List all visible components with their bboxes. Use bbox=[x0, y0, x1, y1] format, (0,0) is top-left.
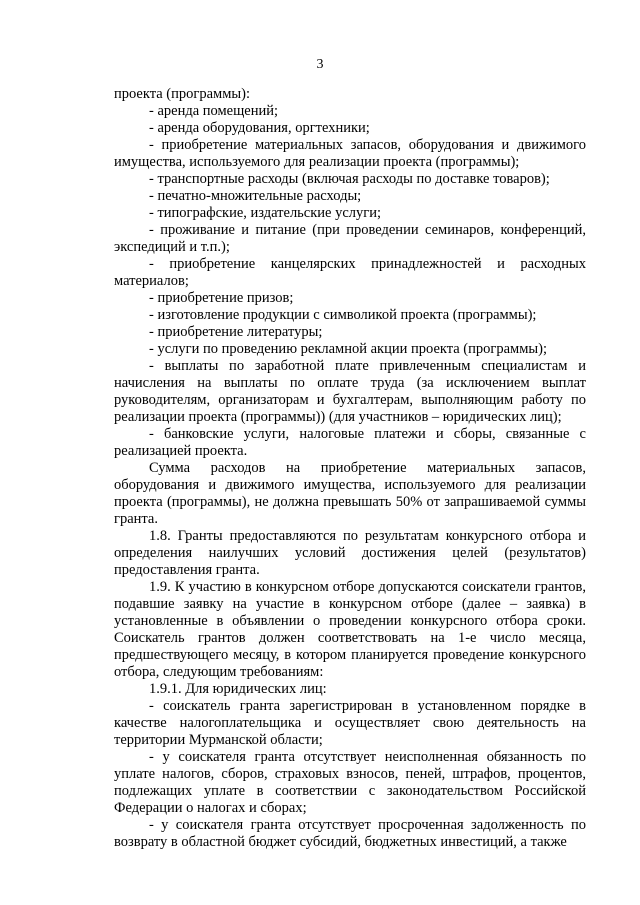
list-item: - печатно-множительные расходы; bbox=[149, 188, 362, 204]
list-item: - приобретение канцелярских принадлежностей и расходных материалов; bbox=[114, 256, 586, 289]
list-item: - банковские услуги, налоговые платежи и сборы, связанные с реализацией проекта. bbox=[114, 426, 586, 459]
list-item: - соискатель гранта зарегистрирован в установленном порядке в качестве налогоплательщика и осуществляет свою деятельность на территории Мурманской области; bbox=[114, 698, 586, 748]
paragraph: 1.8. Гранты предоставляются по результатам конкурсного отбора и определения наилучших условий достижения целей (результатов) предоставления гранта. bbox=[114, 528, 586, 578]
list-item: - аренда оборудования, оргтехники; bbox=[149, 120, 370, 136]
list-item: - изготовление продукции с символикой проекта (программы); bbox=[149, 307, 537, 323]
document-body bbox=[114, 86, 586, 851]
paragraph: 1.9. К участию в конкурсном отборе допускаются соискатели грантов, подавшие заявку на участие в конкурсном отборе (далее – заявка) в установленные в объявлении о проведении конкурсного отбора сроки. Соискатель грантов должен соответствовать на 1-е число месяца, предшествующего месяцу, в котором планируется проведение конкурсного отбора, следующим требованиям: bbox=[114, 579, 586, 680]
list-item: - аренда помещений; bbox=[149, 103, 279, 119]
list-item: - проживание и питание (при проведении семинаров, конференций, экспедиций и т.п.); bbox=[114, 222, 586, 255]
paragraph: проекта (программы): bbox=[114, 86, 250, 102]
list-item: - приобретение материальных запасов, оборудования и движимого имущества, используемого для реализации проекта (программы); bbox=[114, 137, 586, 170]
paragraph: 1.9.1. Для юридических лиц: bbox=[149, 681, 327, 697]
list-item: - транспортные расходы (включая расходы по доставке товаров); bbox=[149, 171, 550, 187]
paragraph: Сумма расходов на приобретение материальных запасов, оборудования и движимого имущества, используемого для реализации проекта (программы), не должна превышать 50% от запрашиваемой суммы гранта. bbox=[114, 460, 586, 527]
list-item: - приобретение призов; bbox=[149, 290, 294, 306]
page-number: 3 bbox=[316, 57, 324, 72]
list-item: - у соискателя гранта отсутствует просроченная задолженность по возврату в областной бюджет субсидий, бюджетных инвестиций, а также bbox=[114, 817, 586, 850]
list-item: - у соискателя гранта отсутствует неисполненная обязанность по уплате налогов, сборов, страховых взносов, пеней, штрафов, процентов, подлежащих уплате в соответствии с законодательством Российской Федерации о налогах и сборах; bbox=[114, 749, 586, 816]
list-item: - приобретение литературы; bbox=[149, 324, 323, 340]
list-item: - услуги по проведению рекламной акции проекта (программы); bbox=[149, 341, 547, 357]
list-item: - типографские, издательские услуги; bbox=[149, 205, 382, 221]
list-item: - выплаты по заработной плате привлеченным специалистам и начисления на выплаты по оплате труда (за исключением выплат руководителям, организаторам и бухгалтерам, выполняющим работу по реализации проекта (программы)) (для участников – юридических лиц); bbox=[114, 358, 586, 425]
